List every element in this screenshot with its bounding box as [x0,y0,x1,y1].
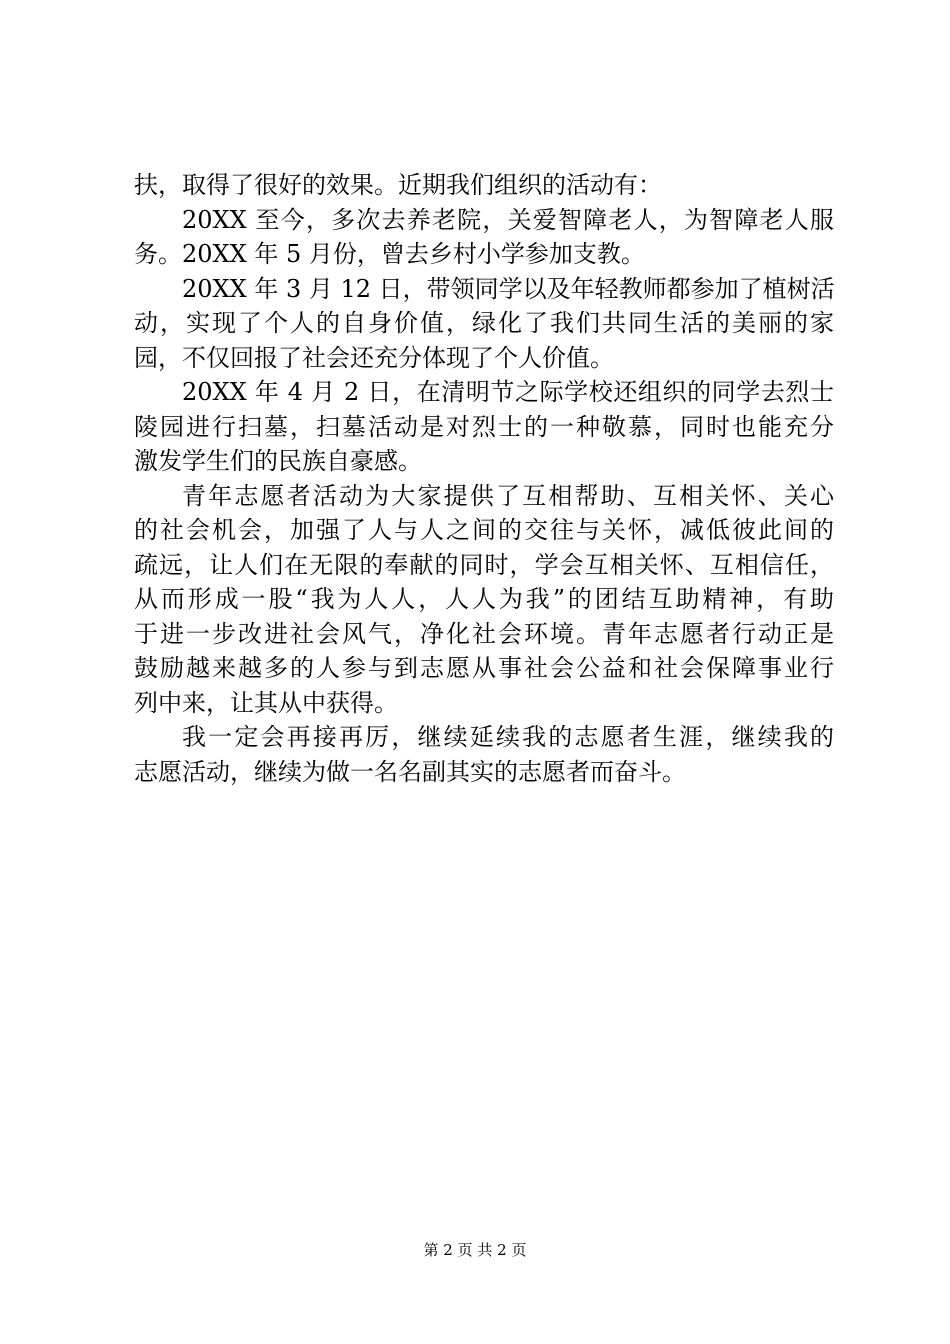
document-body [134,168,834,789]
paragraph [134,272,834,376]
text-line: 园，不仅回报了社会还充分体现了个人价值。 [134,343,614,372]
text-line: 从而形成一股“我为人人，人人为我”的团结互助精神，有助 [134,585,834,613]
paragraph [134,168,834,203]
text-line: 20XX 至今，多次去养老院，关爱智障老人，为智障老人服 [182,205,834,234]
text-line: 疏远，让人们在无限的奉献的同时，学会互相关怀、互相信任， [134,550,834,579]
text-line: 于进一步改进社会风气，净化社会环境。青年志愿者行动正是 [134,619,834,648]
paragraph [134,375,834,479]
text-line: 列中来，让其从中获得。 [134,688,398,717]
text-line: 鼓励越来越多的人参与到志愿从事社会公益和社会保障事业行 [134,654,834,682]
paragraph [134,720,834,789]
page-footer [0,1240,950,1260]
text-line: 陵园进行扫墓，扫墓活动是对烈士的一种敬慕，同时也能充分 [134,412,834,441]
text-line: 20XX 年 4 月 2 日，在清明节之际学校还组织的同学去烈士 [182,378,834,406]
text-line: 青年志愿者活动为大家提供了互相帮助、互相关怀、关心 [182,481,834,510]
text-line: 务。20XX 年 5 月份，曾去乡村小学参加支教。 [134,240,645,268]
text-line: 扶，取得了很好的效果。近期我们组织的活动有： [134,171,662,199]
text-line: 20XX 年 3 月 12 日，带领同学以及年轻教师都参加了植树活 [182,274,835,303]
text-line: 我一定会再接再厉，继续延续我的志愿者生涯，继续我的 [182,723,834,751]
paragraph [134,479,834,721]
text-line: 激发学生们的民族自豪感。 [134,447,422,475]
text-line: 动，实现了个人的自身价值，绿化了我们共同生活的美丽的家 [134,309,834,337]
page-number-label: 第 2 页 共 2 页 [423,1241,527,1259]
paragraph [134,203,834,272]
text-line: 的社会机会，加强了人与人之间的交往与关怀，减低彼此间的 [134,516,834,544]
text-line: 志愿活动，继续为做一名名副其实的志愿者而奋斗。 [134,757,686,786]
